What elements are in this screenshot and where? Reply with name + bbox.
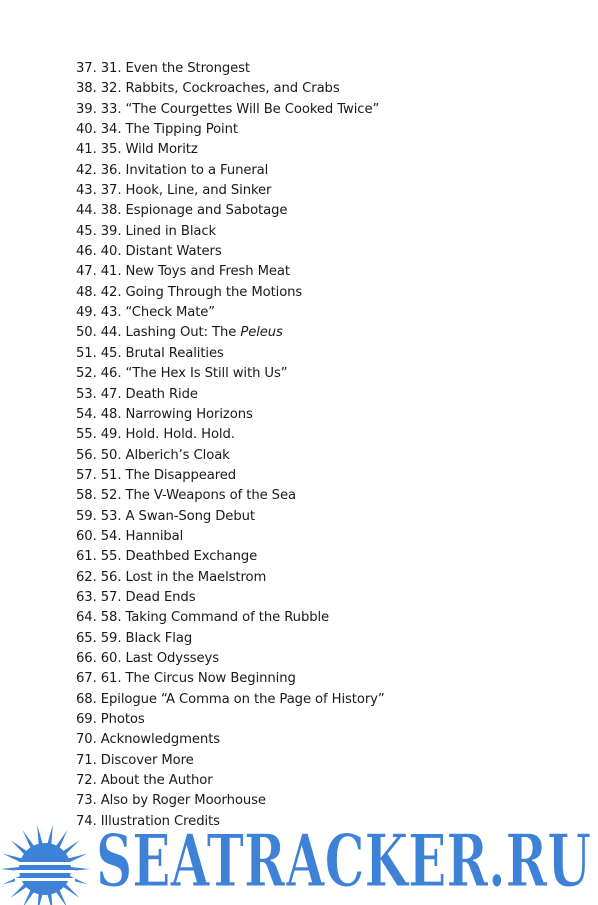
toc-entry[interactable] (76, 140, 385, 160)
toc-entry[interactable] (76, 446, 385, 466)
toc-entry[interactable] (76, 181, 385, 201)
toc-entry[interactable] (76, 79, 385, 99)
toc-entry[interactable] (76, 385, 385, 405)
toc-entry-text: 62. 56. Lost in the Maelstrom (76, 569, 267, 585)
toc-entry-text: 51. 45. Brutal Realities (76, 345, 224, 361)
toc-entry[interactable] (76, 201, 385, 221)
toc-entry[interactable] (76, 222, 385, 242)
toc-entry-text: 45. 39. Lined in Black (76, 223, 217, 239)
toc-entry-text: 43. 37. Hook, Line, and Sinker (76, 183, 272, 199)
toc-entry-text: 47. 41. New Toys and Fresh Meat (76, 264, 290, 280)
table-of-contents (76, 59, 385, 832)
toc-entry-text: 70. Acknowledgments (76, 732, 221, 748)
toc-entry[interactable] (76, 690, 385, 710)
toc-entry[interactable] (76, 405, 385, 425)
toc-entry-text: 56. 50. Alberich’s Cloak (76, 447, 230, 463)
toc-entry-text: 59. 53. A Swan-Song Debut (76, 508, 255, 524)
toc-entry[interactable] (76, 323, 385, 343)
toc-entry-text: 68. Epilogue “A Comma on the Page of History” (76, 691, 385, 707)
toc-entry[interactable] (76, 710, 385, 730)
toc-entry[interactable] (76, 771, 385, 791)
toc-entry-text: 72. About the Author (76, 773, 213, 789)
watermark-logo (96, 824, 591, 894)
toc-entry-text: 37. 31. Even the Strongest (76, 61, 250, 76)
toc-entry-text: 67. 61. The Circus Now Beginning (76, 671, 296, 687)
toc-entry[interactable] (76, 486, 385, 506)
toc-entry-text: 74. Illustration Credits (76, 813, 220, 829)
toc-entry-text: 69. Photos (76, 712, 145, 727)
toc-entry[interactable] (76, 649, 385, 669)
toc-entry-text: 66. 60. Last Odysseys (76, 650, 219, 666)
toc-entry[interactable] (76, 120, 385, 140)
toc-entry-text: 49. 43. “Check Mate” (76, 305, 216, 321)
toc-entry[interactable] (76, 507, 385, 527)
toc-entry-text: 54. 48. Narrowing Horizons (76, 406, 253, 422)
toc-entry-text: 48. 42. Going Through the Motions (76, 284, 303, 300)
toc-entry-text: 65. 59. Black Flag (76, 630, 193, 646)
toc-entry-text: 64. 58. Taking Command of the Rubble (76, 610, 330, 626)
toc-entry[interactable] (76, 791, 385, 811)
toc-entry[interactable] (76, 283, 385, 303)
toc-entry-text: 40. 34. The Tipping Point (76, 122, 238, 138)
toc-entry-text: 52. 46. “The Hex Is Still with Us” (76, 366, 288, 382)
toc-entry[interactable] (76, 242, 385, 262)
toc-entry[interactable] (76, 161, 385, 181)
toc-entry[interactable] (76, 303, 385, 323)
toc-entry-text: 60. 54. Hannibal (76, 528, 184, 544)
toc-entry[interactable] (76, 608, 385, 628)
toc-entry-text: 63. 57. Dead Ends (76, 589, 196, 605)
watermark-text: SEATRACKER.RU (96, 824, 591, 894)
toc-entry[interactable] (76, 262, 385, 282)
toc-entry-text: 53. 47. Death Ride (76, 386, 198, 402)
toc-entry[interactable] (76, 527, 385, 547)
toc-entry-text: 50. 44. Lashing Out: The (76, 325, 241, 341)
toc-entry-text: 44. 38. Espionage and Sabotage (76, 203, 288, 219)
toc-entry-text: 61. 55. Deathbed Exchange (76, 549, 258, 565)
toc-entry[interactable] (76, 466, 385, 486)
toc-entry-text: 42. 36. Invitation to a Funeral (76, 162, 269, 178)
toc-entry[interactable] (76, 59, 385, 79)
toc-entry[interactable] (76, 425, 385, 445)
toc-entry-text: 46. 40. Distant Waters (76, 244, 222, 260)
toc-entry-text: 41. 35. Wild Moritz (76, 142, 198, 158)
toc-entry-text: 73. Also by Roger Moorhouse (76, 793, 266, 809)
toc-entry-text: 57. 51. The Disappeared (76, 467, 237, 483)
toc-entry[interactable] (76, 344, 385, 364)
toc-entry[interactable] (76, 100, 385, 120)
toc-entry-text: 38. 32. Rabbits, Cockroaches, and Crabs (76, 81, 340, 97)
watermark (0, 812, 598, 905)
sun-icon (0, 812, 92, 905)
toc-entry-italic-text: Peleus (240, 325, 283, 341)
toc-entry[interactable] (76, 547, 385, 567)
toc-entry[interactable] (76, 364, 385, 384)
toc-entry[interactable] (76, 730, 385, 750)
toc-entry-text: 58. 52. The V-Weapons of the Sea (76, 488, 296, 504)
toc-entry-text: 55. 49. Hold. Hold. Hold. (76, 427, 235, 443)
toc-entry-text: 39. 33. “The Courgettes Will Be Cooked Twice” (76, 101, 380, 117)
toc-entry[interactable] (76, 669, 385, 689)
toc-entry[interactable] (76, 629, 385, 649)
toc-entry[interactable] (76, 568, 385, 588)
toc-entry[interactable] (76, 588, 385, 608)
toc-entry-text: 71. Discover More (76, 752, 194, 768)
toc-entry[interactable] (76, 751, 385, 771)
